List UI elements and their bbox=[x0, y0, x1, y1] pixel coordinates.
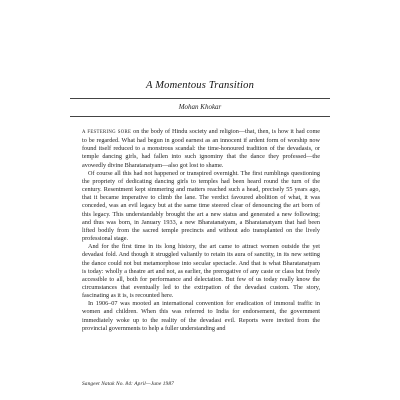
paragraph-2: Of course all this had not happened or transpired overnight. The first rumblings questioning the propriety of dedicating dancing girls to temples had been heard round the turn of the century. Resentment kept simmering and matters reached such a head, precisely 55 years ago, that it became imperative to climb the lane. The verdict favoured abolition of what, it was conceded, was an evil legacy but at the same time steered clear of denouncing the art born of this legacy. This understandably brought the art a new status and generated a new following; and thus was born, in January 1933, a new Bharatanatyam, a Bharatanatyam that had been lifted bodily from the sacred temple precincts and without ado transplanted on the lively professional stage. bbox=[82, 169, 320, 243]
journal-citation: Sangeet Natak No. 84: April—June 1987 bbox=[82, 381, 174, 387]
author-rule-bottom bbox=[70, 116, 330, 117]
paragraph-1-text: on the body of Hindu society and religion—that, then, is how it had come to be regarded. What had begun in good earnest as an innocent if ardent form of worship now found itself reduced to a monstrous scandal: the time-honoured tradition of the devadasis, or temple dancing girls, had fallen into such ignominy that the dance they professed—the avowedly divine Bharatanatyam—also got lost to shame. bbox=[82, 128, 320, 169]
paragraph-4: In 1906–07 was mooted an international convention for eradication of immoral traffic in women and children. When this was referred to India for endorsement, the government immediately woke up to the reality of the devadasi evil. Reports were invited from the provincial governments to help a fuller understanding and bbox=[82, 300, 320, 332]
article-title: A Momentous Transition bbox=[145, 80, 255, 91]
paragraph-3: And for the first time in its long history, the art came to attract women outside the yet devadasi fold. And though it struggled valiantly to retain its aura of sanctity, in its new setting the dance could not but metamorphose into secular spectacle. And that is what Bharatanatyam is today: wholly a theatre art and not, as earlier, the prerogative of any caste or class but freely accessible to all, both for performance and delectation. But few of us today really know the circumstances that eventually led to the extirpation of the devadasi custom. The story, fascinating as it is, is recounted here. bbox=[82, 243, 320, 300]
article-body bbox=[82, 128, 320, 333]
paragraph-1 bbox=[82, 128, 320, 170]
article-author: Mohan Khokar bbox=[178, 103, 222, 111]
lead-in-text: A FESTERING SORE bbox=[82, 130, 132, 135]
title-rule-top bbox=[70, 98, 330, 99]
